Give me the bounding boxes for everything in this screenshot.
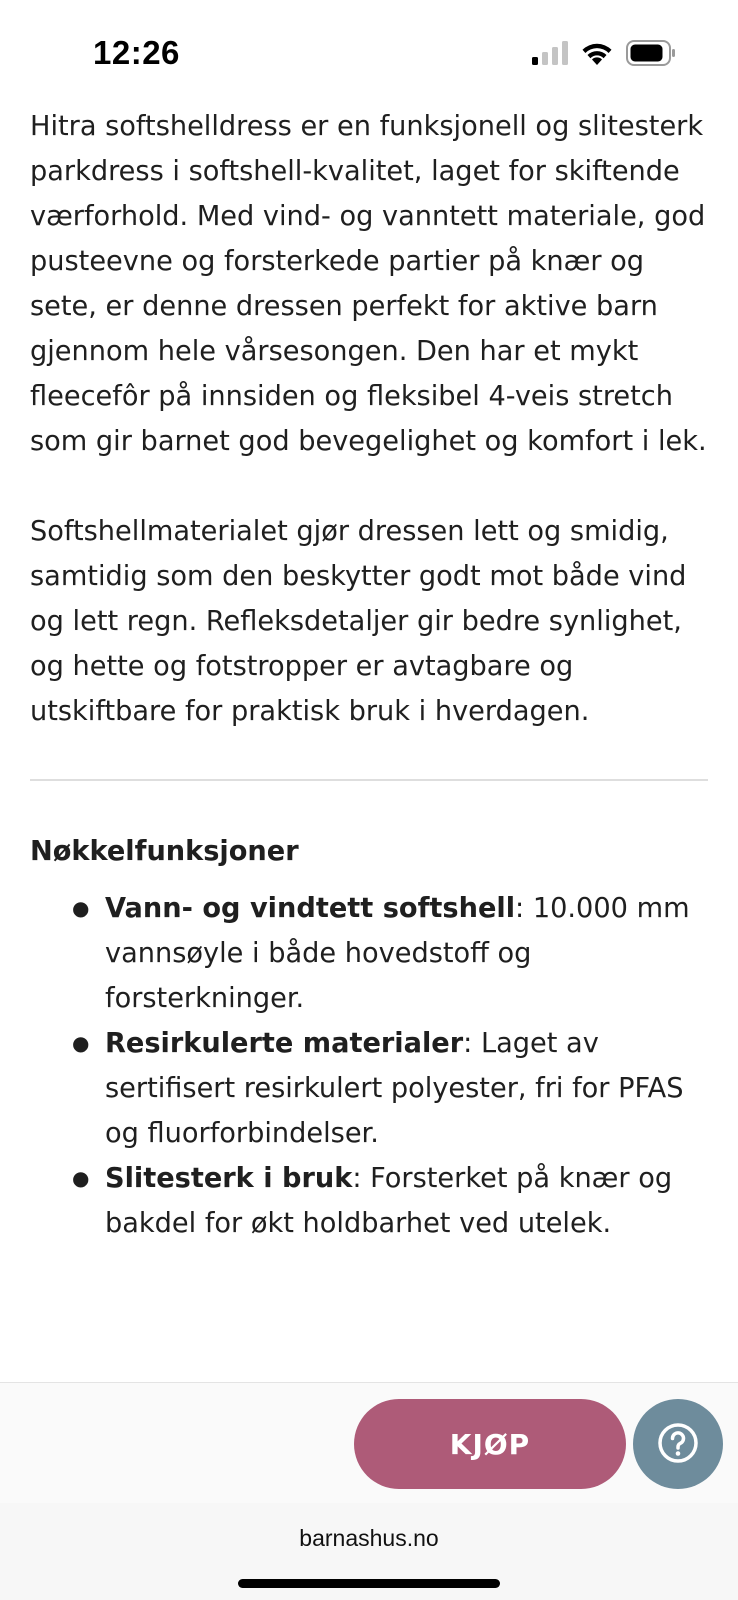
feature-text: : Forsterket på knær og bakdel for økt holdbarhet ved utelek.: [105, 1163, 673, 1239]
bullet-icon: ●: [72, 1166, 90, 1190]
features-title: Nøkkelfunksjoner: [30, 836, 299, 867]
feature-item: [30, 1156, 710, 1246]
status-time: 12:26: [93, 34, 180, 71]
help-button[interactable]: [633, 1399, 723, 1489]
section-divider: [30, 779, 708, 781]
feature-name: Resirkulerte materialer: [105, 1028, 464, 1059]
description-paragraph: Softshellmaterialet gjør dressen lett og smidig, samtidig som den beskytter godt mot både vind og lett regn. Refleksdetaljer gir bedre synlighet, og hette og fotstropper er avtagbare og utskiftbare for praktisk bruk i hverdagen.: [30, 516, 687, 727]
browser-bottom-bar: [0, 1503, 738, 1600]
features-list: [30, 886, 710, 1246]
feature-text: : 10.000 mm vannsøyle i både hovedstoff og forsterkninger.: [105, 893, 690, 1014]
description-paragraph: Hitra softshelldress er en funksjonell og slitesterk parkdress i softshell-kvalitet, laget for skiftende værforhold. Med vind- og vanntett materiale, god pusteevne og forsterkede partier på knær og sete, er denne dressen perfekt for aktive barn gjennom hele vårsesongen. Den har et mykt fleecefôr på innsiden og fleksibel 4-veis stretch som gir barnet god bevegelighet og komfort i lek.: [30, 111, 707, 457]
bullet-icon: ●: [72, 896, 90, 920]
wifi-icon: [580, 40, 614, 70]
feature-name: Slitesterk i bruk: [105, 1163, 353, 1194]
status-bar: [0, 0, 738, 100]
home-indicator[interactable]: [238, 1579, 500, 1588]
product-description: [30, 104, 710, 1246]
question-circle-icon: [657, 1422, 699, 1467]
battery-icon: [626, 40, 676, 70]
status-icons: [532, 40, 676, 70]
bullet-icon: ●: [72, 1031, 90, 1055]
buy-button[interactable]: KJØP: [354, 1399, 626, 1489]
feature-item: [30, 1021, 710, 1156]
sticky-action-bar: [0, 1382, 738, 1504]
feature-text: : Laget av sertifisert resirkulert polyester, fri for PFAS og fluorforbindelser.: [105, 1028, 684, 1149]
cellular-signal-icon: [532, 41, 568, 69]
address-bar-domain[interactable]: barnashus.no: [299, 1525, 439, 1551]
feature-item: [30, 886, 710, 1021]
feature-name: Vann- og vindtett softshell: [105, 893, 516, 924]
